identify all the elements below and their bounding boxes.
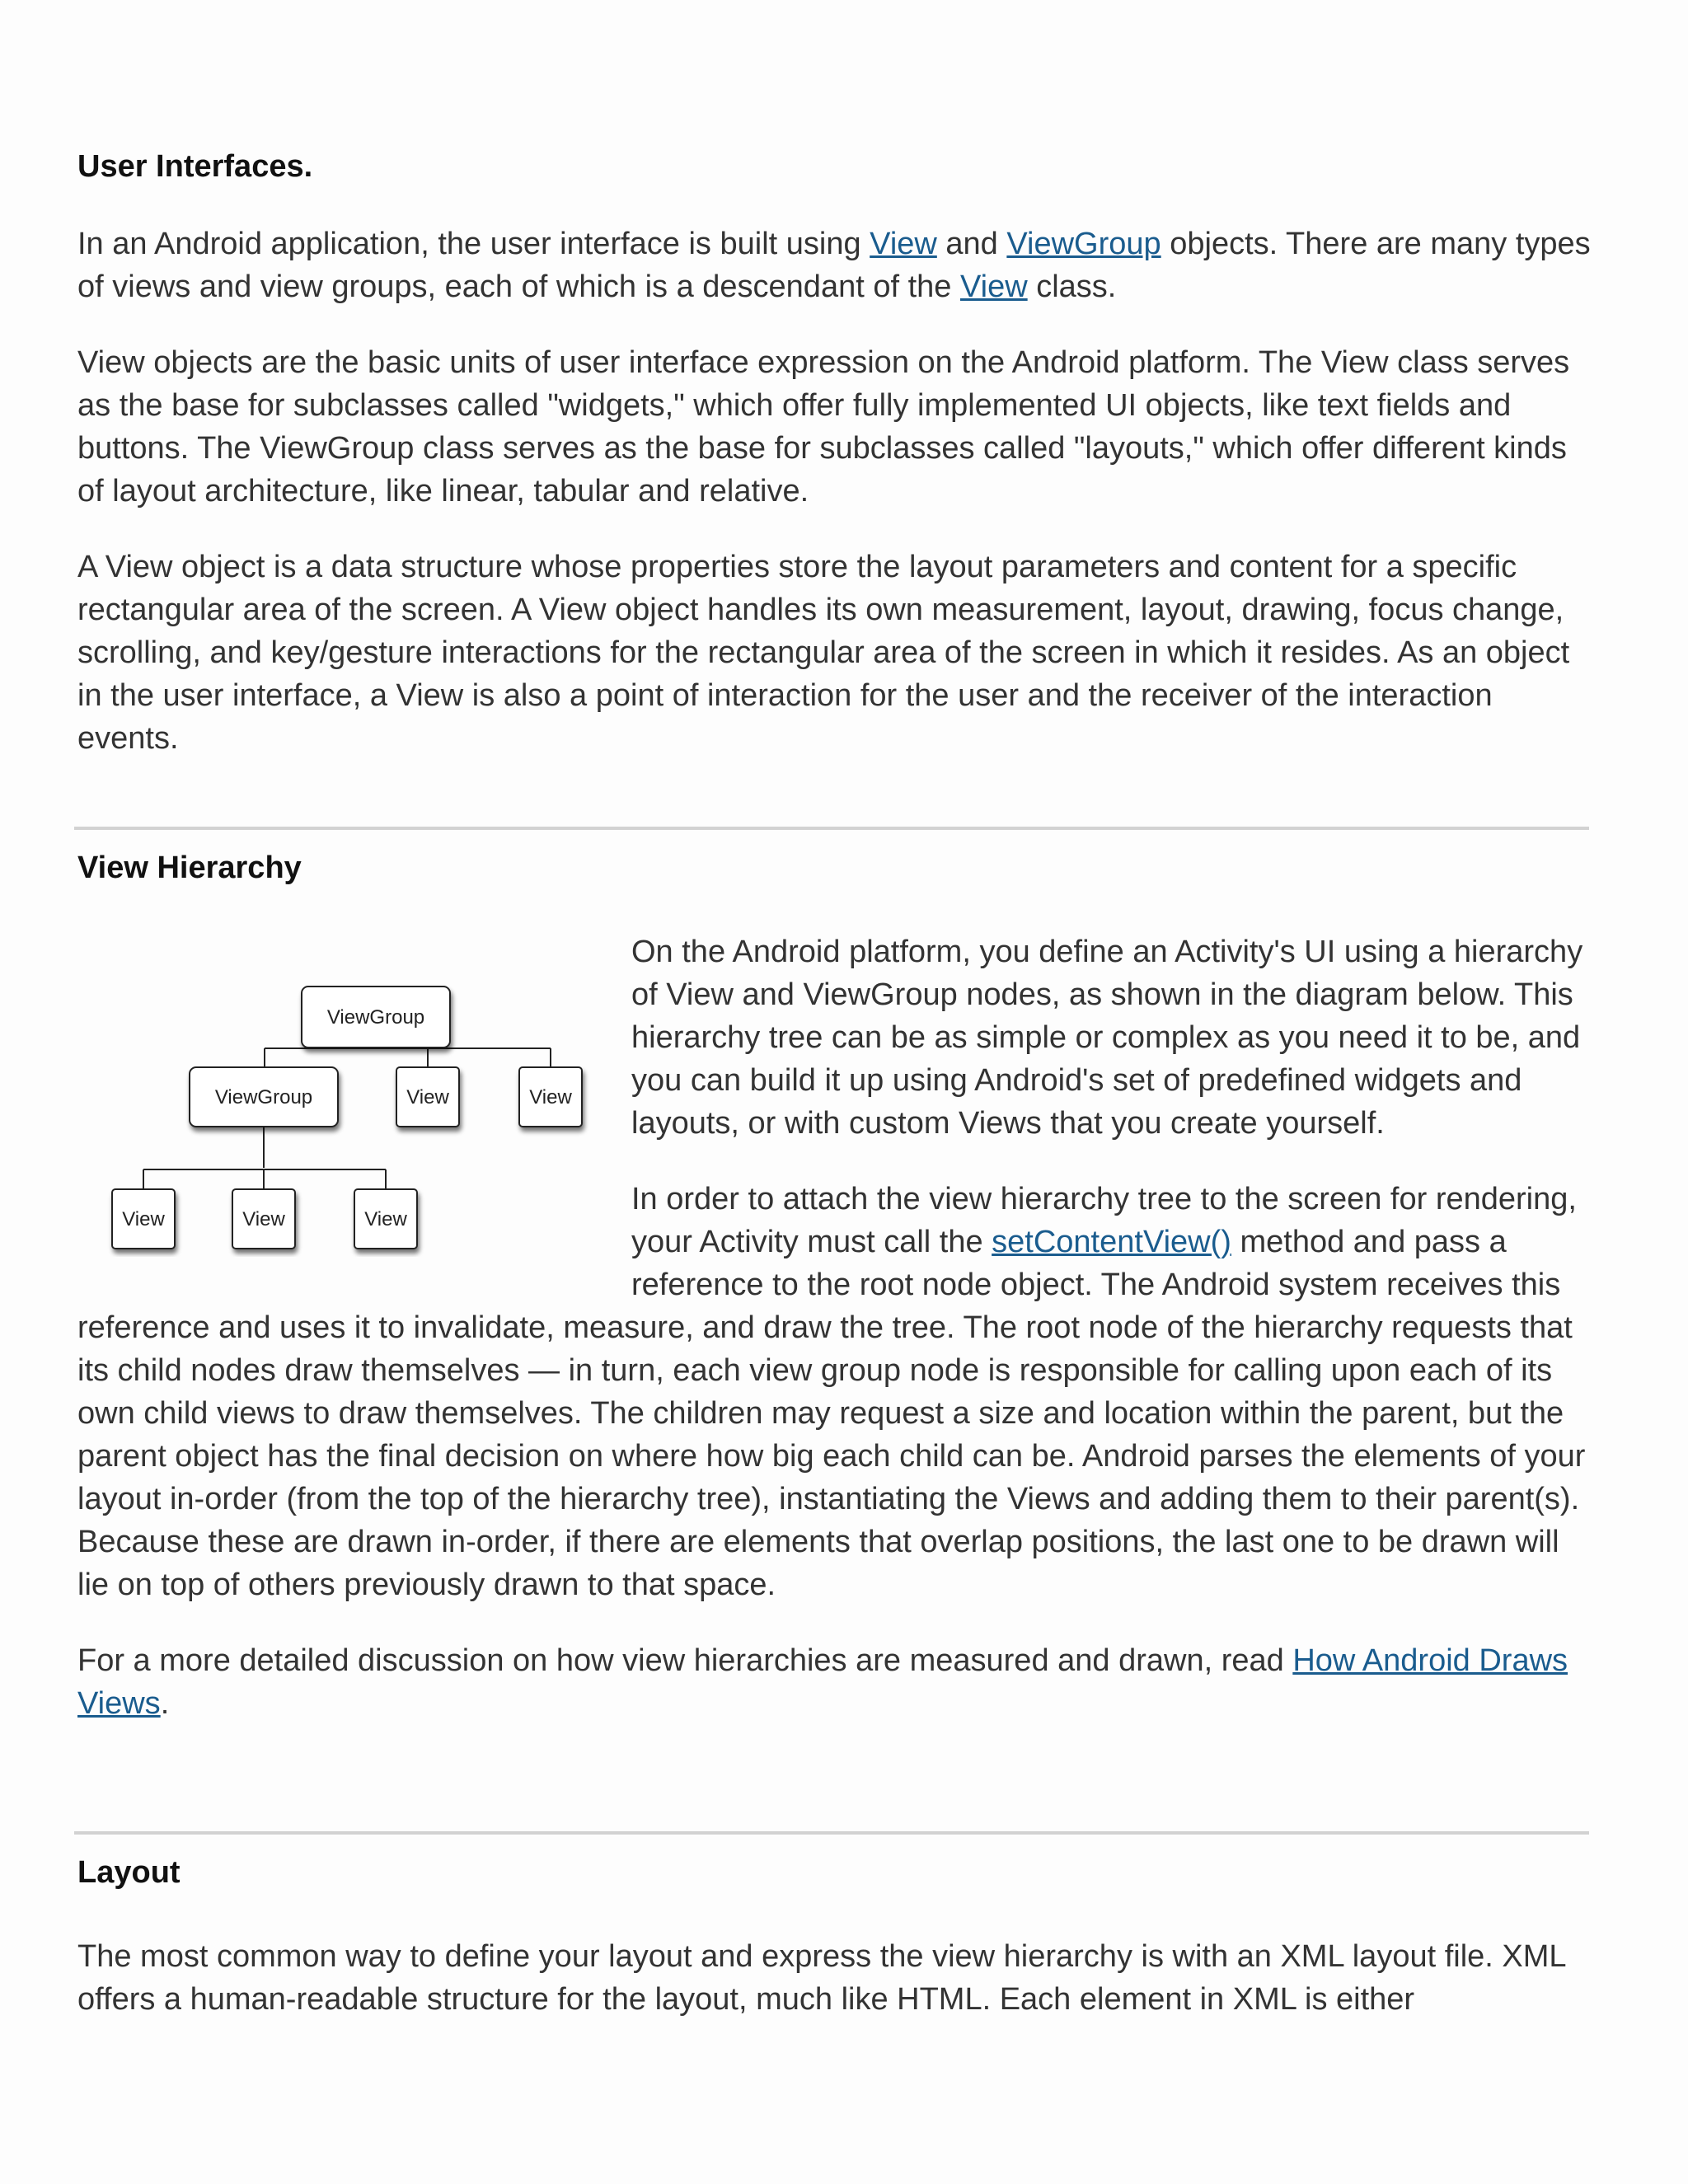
text-span: . <box>160 1685 170 1721</box>
section-divider <box>74 827 1589 830</box>
view-hierarchy-diagram <box>77 927 623 1257</box>
view-child-node <box>519 1067 582 1127</box>
node-label: View <box>364 1207 407 1230</box>
section-view-hierarchy <box>77 850 1590 1725</box>
paragraph-intro <box>77 223 1594 308</box>
text-span: In order to attach the view hierarchy tree to the screen for rendering, your Activity must call the <box>631 1181 1577 1259</box>
text-span: For a more detailed discussion on how view hierarchies are measured and drawn, read <box>77 1643 1293 1678</box>
view-leaf-node <box>112 1189 175 1249</box>
view-child-node <box>396 1067 459 1127</box>
section-user-interfaces <box>77 148 1594 760</box>
viewgroup-root-node <box>302 987 450 1047</box>
paragraph-further-reading <box>77 1639 1590 1725</box>
section-title: View Hierarchy <box>77 851 302 885</box>
node-label: ViewGroup <box>214 1085 313 1108</box>
view-link[interactable]: View <box>870 226 937 261</box>
node-label: View <box>122 1207 165 1230</box>
setcontentview-link[interactable]: setContentView() <box>992 1224 1231 1259</box>
node-label: ViewGroup <box>326 1005 425 1029</box>
section-layout <box>77 1854 1590 2021</box>
paragraph-layout-xml: The most common way to define your layout and express the view hierarchy is with an XML layout file. XML offers a human-readable structure for the layout, much like HTML. Each element in XML is either <box>77 1938 1566 2017</box>
text-span: class. <box>1027 269 1117 304</box>
node-label: View <box>406 1085 449 1108</box>
paragraph-view-objects: View objects are the basic units of user interface expression on the Android platform. The View class serves as the base for subclasses called "widgets," which offer fully implemented UI objects, like text fields and buttons. The ViewGroup class serves as the base for subclasses called "layouts," which offer different kinds of layout architecture, like linear, tabular and relative. <box>77 344 1570 509</box>
text-span: objects. There are many types of views and view groups, each of which is a descendant of the <box>77 226 1591 304</box>
tree-diagram-svg <box>77 927 623 1257</box>
section-divider <box>74 1831 1589 1835</box>
section-title: Layout <box>77 1855 181 1890</box>
text-span: and <box>936 226 1007 261</box>
view-leaf-node <box>354 1189 417 1249</box>
text-span: method and pass a reference to the root node object. The Android system receives this reference and uses it to invalidate, measure, and draw the tree. The root node of the hierarchy requests that its child nodes draw themselves — in turn, each view group node is responsible for calling upon each of its own child views to draw themselves. The children may request a size and location within the parent, but the parent object has the final decision on where how big each child can be. Android parses the elements of your layout in-order (from the top of the hierarchy tree), instantiating the Views and adding them to their parent(s). Because these are drawn in-order, if there are elements that overlap positions, the last one to be drawn will lie on top of others previously drawn to that space. <box>77 1224 1586 1602</box>
viewgroup-link[interactable]: ViewGroup <box>1006 226 1161 261</box>
view-class-link[interactable]: View <box>959 269 1028 304</box>
text-span: In an Android application, the user interface is built using <box>77 226 870 261</box>
viewgroup-child-node <box>190 1067 338 1127</box>
paragraph-view-data-structure: A View object is a data structure whose properties store the layout parameters and content for a specific rectangular area of the screen. A View object handles its own measurement, layout, drawing, focus change, scrolling, and key/gesture interactions for the rectangular area of the screen in which it resides. As an object in the user interface, a View is also a point of interaction for the user and the receiver of the interaction events. <box>77 549 1570 756</box>
node-label: View <box>529 1085 572 1108</box>
section-title: User Interfaces. <box>77 149 313 184</box>
paragraph-hierarchy-intro: On the Android platform, you define an Activity's UI using a hierarchy of View and ViewGroup nodes, as shown in the diagram below. This hierarchy tree can be as simple or complex as you need it to be, and you can build it up using Android's set of predefined widgets and layouts, or with custom Views that you create yourself. <box>631 934 1583 1141</box>
node-label: View <box>242 1207 285 1230</box>
how-android-draws-views-link[interactable]: How Android Draws Views <box>77 1643 1568 1721</box>
view-leaf-node <box>232 1189 295 1249</box>
